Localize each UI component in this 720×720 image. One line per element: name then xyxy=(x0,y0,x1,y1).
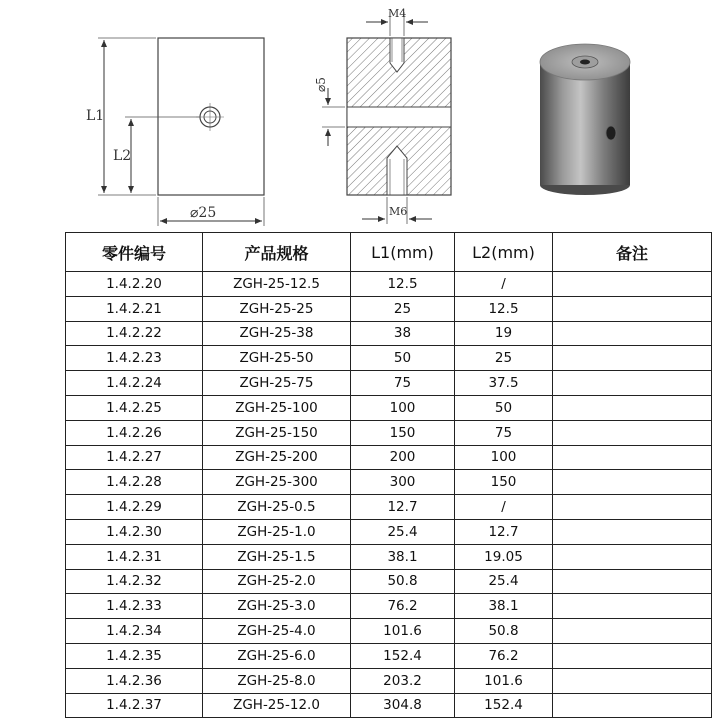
remarks-cell xyxy=(553,544,712,569)
remarks-cell xyxy=(553,569,712,594)
table-row xyxy=(66,272,712,297)
table-row xyxy=(66,693,712,718)
l2-cell: 75 xyxy=(455,420,553,445)
remarks-cell xyxy=(553,445,712,470)
remarks-cell xyxy=(553,420,712,445)
header-l2: L2(mm) xyxy=(455,233,553,272)
spec-cell: ZGH-25-12.0 xyxy=(203,693,351,718)
l1-cell: 76.2 xyxy=(351,594,455,619)
remarks-cell xyxy=(553,594,712,619)
spec-cell: ZGH-25-1.0 xyxy=(203,519,351,544)
l1-cell: 304.8 xyxy=(351,693,455,718)
drawings-canvas xyxy=(0,0,720,232)
remarks-cell xyxy=(553,371,712,396)
spec-cell: ZGH-25-38 xyxy=(203,321,351,346)
l1-cell: 12.5 xyxy=(351,272,455,297)
part-number-cell: 1.4.2.28 xyxy=(66,470,203,495)
remarks-cell xyxy=(553,470,712,495)
table-row xyxy=(66,643,712,668)
spec-cell: ZGH-25-50 xyxy=(203,346,351,371)
part-number-cell: 1.4.2.32 xyxy=(66,569,203,594)
l2-cell: 38.1 xyxy=(455,594,553,619)
remarks-cell xyxy=(553,643,712,668)
spec-cell: ZGH-25-6.0 xyxy=(203,643,351,668)
header-part-number: 零件编号 xyxy=(66,233,203,272)
remarks-cell xyxy=(553,272,712,297)
l1-cell: 25.4 xyxy=(351,519,455,544)
remarks-cell xyxy=(553,296,712,321)
table-row xyxy=(66,519,712,544)
l2-cell: 50 xyxy=(455,395,553,420)
l1-cell: 300 xyxy=(351,470,455,495)
section-view xyxy=(314,7,451,224)
part-number-cell: 1.4.2.31 xyxy=(66,544,203,569)
table-row xyxy=(66,594,712,619)
table-row xyxy=(66,470,712,495)
l2-cell: 25.4 xyxy=(455,569,553,594)
l1-cell: 50.8 xyxy=(351,569,455,594)
spec-cell: ZGH-25-3.0 xyxy=(203,594,351,619)
l2-cell: / xyxy=(455,495,553,520)
l1-cell: 203.2 xyxy=(351,668,455,693)
spec-cell: ZGH-25-100 xyxy=(203,395,351,420)
spec-cell: ZGH-25-4.0 xyxy=(203,619,351,644)
l1-cell: 25 xyxy=(351,296,455,321)
table-row xyxy=(66,495,712,520)
header-spec: 产品规格 xyxy=(203,233,351,272)
spec-cell: ZGH-25-75 xyxy=(203,371,351,396)
part-number-cell: 1.4.2.29 xyxy=(66,495,203,520)
remarks-cell xyxy=(553,693,712,718)
l1-cell: 152.4 xyxy=(351,643,455,668)
l2-cell: 76.2 xyxy=(455,643,553,668)
l2-cell: 152.4 xyxy=(455,693,553,718)
remarks-cell xyxy=(553,495,712,520)
l2-cell: 50.8 xyxy=(455,619,553,644)
l1-cell: 38.1 xyxy=(351,544,455,569)
spec-cell: ZGH-25-25 xyxy=(203,296,351,321)
table-row xyxy=(66,371,712,396)
part-number-cell: 1.4.2.30 xyxy=(66,519,203,544)
remarks-cell xyxy=(553,395,712,420)
table-row xyxy=(66,668,712,693)
table-row xyxy=(66,321,712,346)
table-row xyxy=(66,346,712,371)
l2-cell: 37.5 xyxy=(455,371,553,396)
remarks-cell xyxy=(553,519,712,544)
remarks-cell xyxy=(553,321,712,346)
table-row xyxy=(66,296,712,321)
part-number-cell: 1.4.2.21 xyxy=(66,296,203,321)
l2-cell: 25 xyxy=(455,346,553,371)
cross-hole-section xyxy=(347,107,451,127)
side-hole xyxy=(606,126,616,140)
part-number-cell: 1.4.2.25 xyxy=(66,395,203,420)
diameter-label: ⌀25 xyxy=(190,205,217,221)
remarks-cell xyxy=(553,668,712,693)
remarks-cell xyxy=(553,619,712,644)
spec-table xyxy=(65,232,712,718)
l2-cell: 12.7 xyxy=(455,519,553,544)
l1-cell: 200 xyxy=(351,445,455,470)
part-number-cell: 1.4.2.37 xyxy=(66,693,203,718)
spec-cell: ZGH-25-2.0 xyxy=(203,569,351,594)
table-row xyxy=(66,420,712,445)
l2-cell: 19 xyxy=(455,321,553,346)
spec-cell: ZGH-25-300 xyxy=(203,470,351,495)
part-number-cell: 1.4.2.27 xyxy=(66,445,203,470)
cross-hole-label: ⌀5 xyxy=(314,77,328,92)
table-row xyxy=(66,619,712,644)
part-number-cell: 1.4.2.20 xyxy=(66,272,203,297)
l2-cell: 19.05 xyxy=(455,544,553,569)
part-number-cell: 1.4.2.34 xyxy=(66,619,203,644)
top-hole xyxy=(580,60,590,65)
part-number-cell: 1.4.2.24 xyxy=(66,371,203,396)
part-number-cell: 1.4.2.36 xyxy=(66,668,203,693)
product-3d-render xyxy=(540,44,630,195)
part-number-cell: 1.4.2.22 xyxy=(66,321,203,346)
l2-cell: 101.6 xyxy=(455,668,553,693)
l1-label: L1 xyxy=(86,108,105,124)
l1-cell: 100 xyxy=(351,395,455,420)
spec-cell: ZGH-25-12.5 xyxy=(203,272,351,297)
table-row xyxy=(66,544,712,569)
l2-label: L2 xyxy=(113,148,132,164)
table-row xyxy=(66,445,712,470)
table-body xyxy=(66,272,712,718)
spec-cell: ZGH-25-150 xyxy=(203,420,351,445)
table-header-row xyxy=(66,233,712,272)
l2-cell: 100 xyxy=(455,445,553,470)
part-number-cell: 1.4.2.23 xyxy=(66,346,203,371)
technical-drawings xyxy=(0,0,720,232)
l2-cell: / xyxy=(455,272,553,297)
l2-cell: 12.5 xyxy=(455,296,553,321)
table-row xyxy=(66,395,712,420)
front-view-body xyxy=(158,38,264,195)
l1-cell: 38 xyxy=(351,321,455,346)
front-view xyxy=(86,38,264,226)
table-row xyxy=(66,569,712,594)
l2-cell: 150 xyxy=(455,470,553,495)
l1-cell: 75 xyxy=(351,371,455,396)
header-remarks: 备注 xyxy=(553,233,712,272)
l1-cell: 12.7 xyxy=(351,495,455,520)
spec-cell: ZGH-25-0.5 xyxy=(203,495,351,520)
l1-cell: 50 xyxy=(351,346,455,371)
bottom-thread-label: M6 xyxy=(389,205,408,218)
part-number-cell: 1.4.2.26 xyxy=(66,420,203,445)
spec-cell: ZGH-25-1.5 xyxy=(203,544,351,569)
l1-cell: 150 xyxy=(351,420,455,445)
l1-cell: 101.6 xyxy=(351,619,455,644)
remarks-cell xyxy=(553,346,712,371)
top-thread-label: M4 xyxy=(388,7,407,20)
spec-cell: ZGH-25-200 xyxy=(203,445,351,470)
spec-cell: ZGH-25-8.0 xyxy=(203,668,351,693)
part-number-cell: 1.4.2.35 xyxy=(66,643,203,668)
header-l1: L1(mm) xyxy=(351,233,455,272)
part-number-cell: 1.4.2.33 xyxy=(66,594,203,619)
